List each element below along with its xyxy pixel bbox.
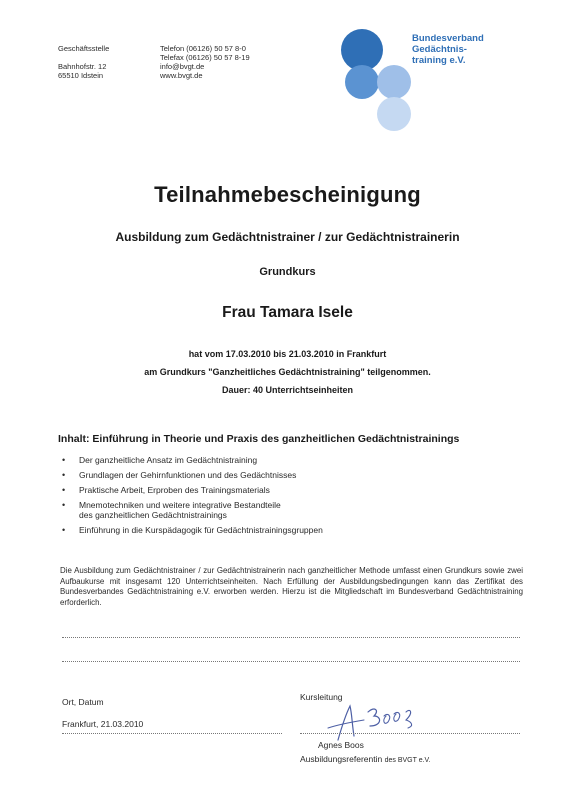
list-item [62, 525, 323, 535]
list-item-text-continued: des ganzheitlichen Gedächtnistrainings [79, 510, 227, 520]
bullet-icon: • [62, 500, 66, 510]
email-line: info@bvgt.de [160, 62, 205, 71]
list-item [62, 470, 323, 480]
course-type: Grundkurs [259, 266, 316, 278]
phone-line: Telefon (06126) 50 57 8-0 [160, 44, 246, 53]
signer-name: Agnes Boos [318, 740, 364, 750]
logo-text-line: Gedächtnis- [412, 44, 467, 55]
list-item-text: Einführung in die Kurspädagogik für Gedächtnistrainingsgruppen [79, 525, 323, 535]
bullet-icon: • [62, 485, 66, 495]
address-line: Geschäftsstelle [58, 44, 110, 53]
place-date-value: Frankfurt, 21.03.2010 [62, 719, 144, 729]
signer-org: des BVGT e.V. [384, 757, 431, 764]
date-place-line: hat vom 17.03.2010 bis 21.03.2010 in Frankfurt [188, 349, 387, 359]
logo-text-line: Bundesverband [412, 33, 484, 44]
info-paragraph: Die Ausbildung zum Gedächtnistrainer / zur Gedächtnistrainerin nach ganzheitlicher Methode umfasst einen Grundkurs sowie zwei Aufbaukurse mit insgesamt 120 Unterrichtseinheiten. Nach Erfüllung der Ausbildungsbedingungen kann das Zertifikat des Bundesverbandes Gedächtnistraining e.V. erworben werden. Hierzu ist die Mitgliedschaft im Bundesverband Gedächtnistraining erforderlich. [60, 566, 523, 607]
bullet-icon: • [62, 525, 66, 535]
participant-name: Frau Tamara Isele [222, 304, 353, 321]
blank-line [62, 661, 520, 662]
logo-circle-middle [345, 65, 379, 99]
list-item-text: Der ganzheitliche Ansatz im Gedächtnistraining [79, 455, 258, 465]
signature-image [322, 698, 422, 744]
content-list [62, 455, 323, 540]
bullet-icon: • [62, 455, 66, 465]
content-heading: Inhalt: Einführung in Theorie und Praxis des ganzheitlichen Gedächtnistrainings [58, 433, 460, 445]
certificate-subtitle: Ausbildung zum Gedächtnistrainer / zur Gedächtnistrainerin [115, 230, 460, 244]
bvgt-logo-icon [336, 28, 420, 132]
course-line: am Grundkurs "Ganzheitliches Gedächtnistraining" teilgenommen. [144, 367, 431, 377]
logo-text [412, 33, 484, 66]
list-item-text: Grundlagen der Gehirnfunktionen und des Gedächtnisses [79, 470, 297, 480]
logo-circle-bottom [377, 97, 411, 131]
course-leader-label: Kursleitung [300, 692, 343, 702]
blank-line [62, 637, 520, 638]
logo-text-line: training e.V. [412, 55, 466, 66]
list-item [62, 500, 323, 520]
list-item [62, 485, 323, 495]
fax-line: Telefax (06126) 50 57 8-19 [160, 53, 250, 62]
place-date-line [62, 733, 282, 734]
list-item [62, 455, 323, 465]
signer-role: Ausbildungsreferentin [300, 754, 383, 764]
office-contact [160, 44, 250, 80]
duration-line: Dauer: 40 Unterrichtseinheiten [221, 385, 354, 395]
certificate-title: Teilnahmebescheinigung [154, 182, 421, 207]
list-item-text: Praktische Arbeit, Erproben des Trainingsmaterials [79, 485, 270, 495]
place-date-label: Ort, Datum [62, 697, 104, 707]
signer-role-line [300, 754, 431, 764]
website-line: www.bvgt.de [160, 71, 203, 80]
bullet-icon: • [62, 470, 66, 480]
address-line: Bahnhofstr. 12 [58, 62, 107, 71]
signature-line [300, 733, 520, 734]
address-line: 65510 Idstein [58, 71, 104, 80]
logo-circle-top [341, 29, 383, 71]
logo-circle-right [377, 65, 411, 99]
office-address [58, 44, 109, 80]
list-item-text: Mnemotechniken und weitere integrative Bestandteile [79, 500, 281, 510]
